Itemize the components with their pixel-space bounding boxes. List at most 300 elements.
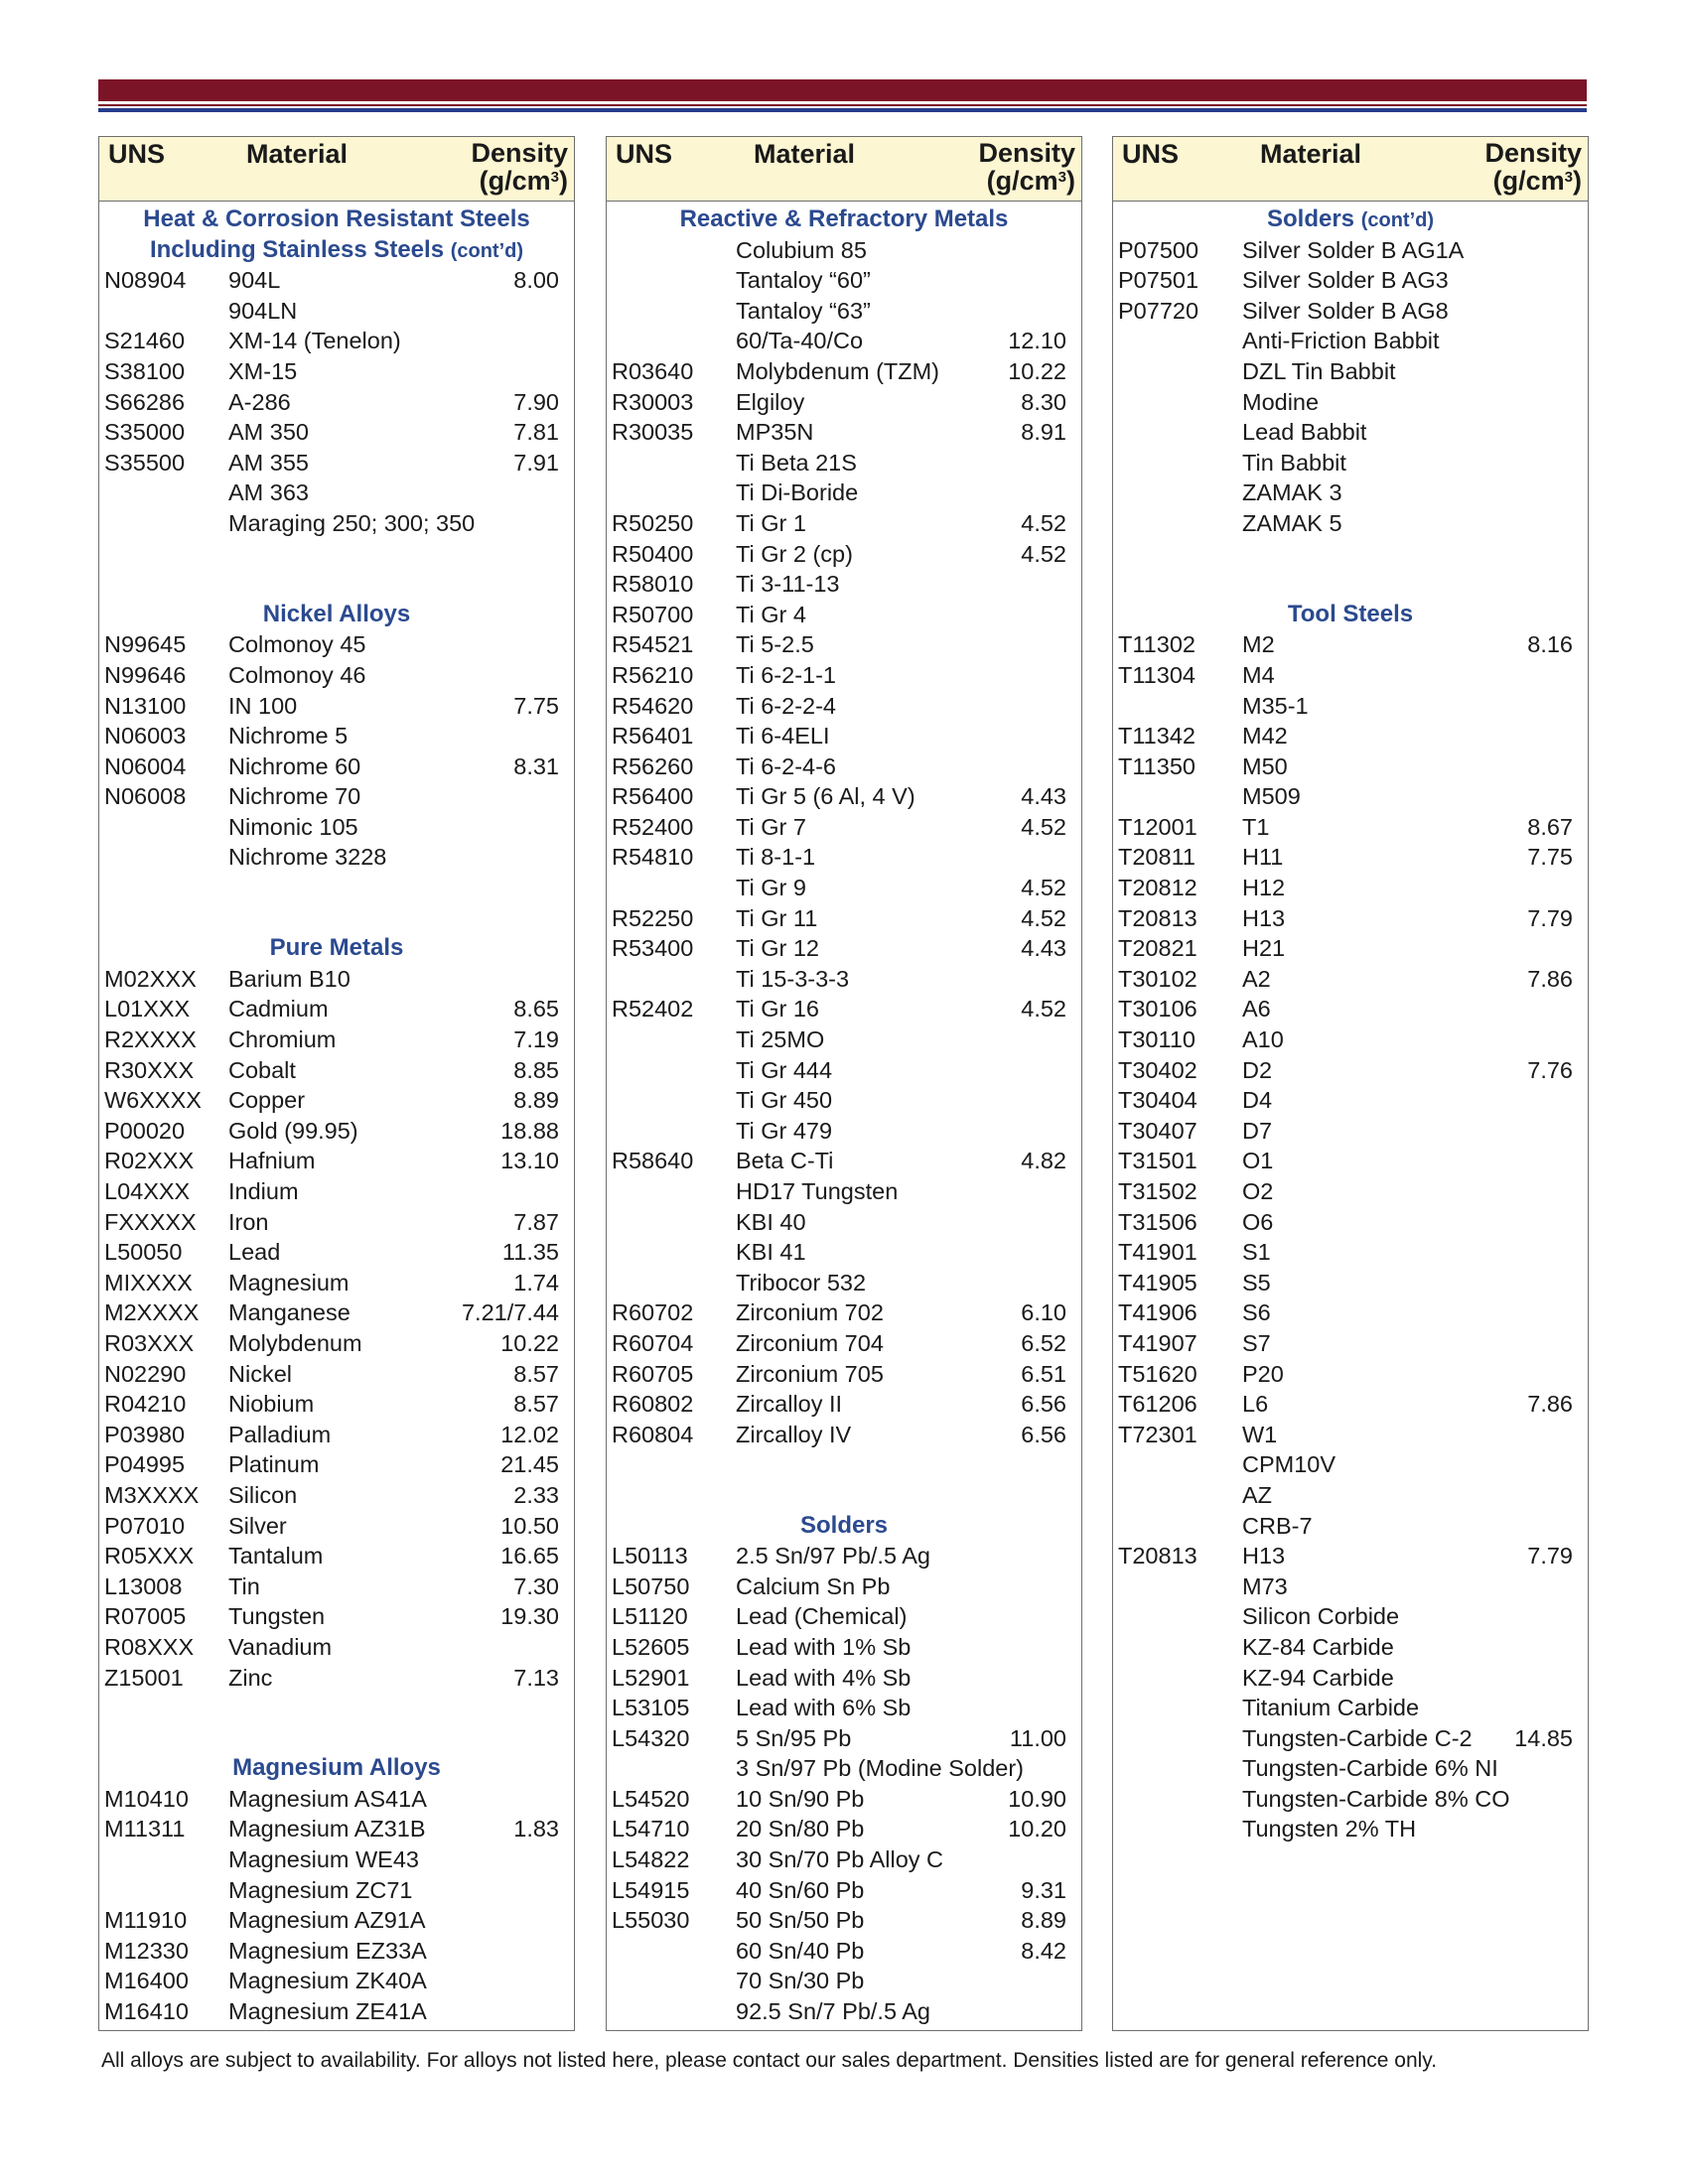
table-row: [1113, 873, 1588, 903]
uns-cell: L53105: [612, 1695, 690, 1721]
material-cell: Molybdenum: [228, 1329, 362, 1356]
table-row: [1113, 964, 1588, 995]
table-row: [99, 721, 574, 751]
material-cell: Ti Gr 11: [736, 904, 818, 931]
table-row: [1113, 1632, 1588, 1663]
table-row: [99, 1268, 574, 1298]
uns-cell: T41907: [1118, 1329, 1197, 1356]
uns-cell: R07005: [104, 1603, 187, 1630]
uns-cell: T72301: [1118, 1421, 1197, 1447]
density-cell: 8.57: [513, 1360, 559, 1387]
table-row: [1113, 1328, 1588, 1359]
material-cell: Nickel: [228, 1360, 292, 1387]
table-column-2: [606, 136, 1082, 2031]
material-cell: Zirconium 704: [736, 1329, 884, 1356]
uns-cell: T11302: [1118, 631, 1196, 658]
table-row: [99, 1055, 574, 1086]
uns-cell: R30XXX: [104, 1056, 195, 1083]
material-cell: DZL Tin Babbit: [1242, 357, 1396, 384]
uns-cell: R56401: [612, 723, 694, 750]
uns-cell: L54822: [612, 1846, 690, 1873]
spacer: [99, 903, 574, 934]
material-cell: MP35N: [736, 419, 814, 446]
uns-cell: P07500: [1118, 236, 1199, 263]
table-row: [607, 1146, 1081, 1176]
table-row: [1113, 781, 1588, 812]
table-row: [1113, 1055, 1588, 1086]
density-cell: 8.00: [513, 267, 559, 294]
table-row: [99, 751, 574, 782]
table-row: [1113, 933, 1588, 964]
material-cell: Ti 15-3-3-3: [736, 965, 850, 992]
table-row: [1113, 1480, 1588, 1511]
density-cell: 6.56: [1021, 1391, 1066, 1418]
uns-cell: R50250: [612, 509, 694, 536]
material-cell: Elgiloy: [736, 388, 805, 415]
table-row: [99, 1237, 574, 1268]
material-cell: CRB-7: [1242, 1512, 1313, 1539]
material-cell: Platinum: [228, 1451, 320, 1478]
table-row: [607, 356, 1081, 387]
material-cell: Ti Gr 4: [736, 601, 806, 627]
uns-cell: R58010: [612, 571, 694, 598]
uns-cell: R03XXX: [104, 1329, 195, 1356]
material-cell: Anti-Friction Babbit: [1242, 328, 1440, 354]
material-cell: KBI 41: [736, 1239, 806, 1266]
header-density: Density $(g/cm^3)$: [471, 138, 568, 196]
table-row: [99, 326, 574, 356]
table-row: [607, 235, 1081, 266]
table-row: [99, 1480, 574, 1511]
material-cell: Ti 6-2-2-4: [736, 692, 836, 719]
table-row: [607, 1663, 1081, 1694]
table-row: [99, 1663, 574, 1694]
uns-cell: P07010: [104, 1512, 186, 1539]
table-row: [1113, 478, 1588, 508]
uns-cell: S35500: [104, 449, 186, 476]
table-row: [607, 1207, 1081, 1238]
table-row: [99, 448, 574, 478]
uns-cell: R50700: [612, 601, 694, 627]
table-row: [99, 1176, 574, 1207]
uns-cell: R60705: [612, 1360, 694, 1387]
section-heading: [99, 933, 574, 964]
uns-cell: R56400: [612, 783, 694, 810]
density-cell: 7.90: [513, 388, 559, 415]
table-row: [607, 812, 1081, 843]
material-cell: D4: [1242, 1087, 1273, 1114]
material-cell: H13: [1242, 1543, 1286, 1570]
spacer: [607, 1449, 1081, 1480]
uns-cell: N99646: [104, 661, 187, 688]
density-cell: 7.91: [513, 449, 559, 476]
material-cell: Vanadium: [228, 1633, 333, 1660]
material-cell: 20 Sn/80 Pb: [736, 1816, 865, 1843]
table-row: [99, 356, 574, 387]
table-row: [607, 1268, 1081, 1298]
density-cell: 9.31: [1021, 1876, 1066, 1903]
material-cell: Ti Gr 2 (cp): [736, 540, 853, 567]
table-row: [1113, 1389, 1588, 1420]
material-cell: Lead Babbit: [1242, 419, 1367, 446]
table-row: [607, 448, 1081, 478]
uns-cell: M02XXX: [104, 965, 197, 992]
uns-cell: R60704: [612, 1329, 694, 1356]
uns-cell: L54915: [612, 1876, 690, 1903]
uns-cell: R30003: [612, 388, 694, 415]
material-cell: Lead with 6% Sb: [736, 1695, 912, 1721]
table-row: [1113, 1601, 1588, 1632]
uns-cell: R52400: [612, 813, 694, 840]
density-cell: 10.90: [1008, 1785, 1066, 1812]
material-cell: Magnesium WE43: [228, 1846, 419, 1873]
table-row: [1113, 994, 1588, 1024]
material-cell: H12: [1242, 875, 1286, 901]
spacer: [1113, 539, 1588, 570]
table-row: [1113, 1723, 1588, 1754]
material-cell: Tin: [228, 1572, 260, 1599]
uns-cell: R54810: [612, 844, 694, 871]
table-row: [607, 964, 1081, 995]
material-cell: S6: [1242, 1299, 1271, 1326]
material-cell: Barium B10: [228, 965, 351, 992]
table-row: [99, 417, 574, 448]
density-cell: 1.83: [513, 1816, 559, 1843]
spacer: [99, 1693, 574, 1723]
table-row: [99, 691, 574, 722]
material-cell: M73: [1242, 1572, 1288, 1599]
table-row: [99, 1784, 574, 1815]
uns-cell: R52402: [612, 996, 694, 1023]
density-cell: 7.76: [1527, 1056, 1573, 1083]
section-note: (cont’d): [1360, 209, 1434, 231]
material-cell: Ti 25MO: [736, 1026, 825, 1053]
table-row: [1113, 903, 1588, 934]
material-cell: Silicon Corbide: [1242, 1603, 1400, 1630]
density-cell: 7.81: [513, 419, 559, 446]
table-row: [607, 1237, 1081, 1268]
table-row: [1113, 1814, 1588, 1844]
table-row: [607, 1966, 1081, 1996]
table-row: [1113, 265, 1588, 296]
uns-cell: R58640: [612, 1148, 694, 1174]
table-row: [607, 569, 1081, 600]
material-cell: A6: [1242, 996, 1271, 1023]
material-cell: Palladium: [228, 1421, 332, 1447]
header-band-red: [98, 79, 1587, 101]
material-cell: Magnesium ZK40A: [228, 1968, 427, 1994]
density-cell: 12.02: [500, 1421, 559, 1447]
material-cell: Zircalloy II: [736, 1391, 843, 1418]
uns-cell: R2XXXX: [104, 1026, 197, 1053]
material-cell: Magnesium AZ31B: [228, 1816, 426, 1843]
table-row: [1113, 326, 1588, 356]
density-cell: 7.75: [513, 692, 559, 719]
uns-cell: R02XXX: [104, 1148, 195, 1174]
section-heading: [99, 235, 574, 266]
table-rows: [1113, 205, 1588, 1844]
uns-cell: P07720: [1118, 297, 1199, 324]
header-density: Density $(g/cm^3)$: [978, 138, 1075, 196]
uns-cell: W6XXXX: [104, 1087, 202, 1114]
density-cell: 19.30: [500, 1603, 559, 1630]
density-cell: 8.30: [1021, 388, 1066, 415]
material-cell: Tungsten 2% TH: [1242, 1816, 1417, 1843]
uns-cell: L50050: [104, 1239, 183, 1266]
uns-cell: M11910: [104, 1907, 188, 1934]
section-heading: [607, 1511, 1081, 1542]
uns-cell: T30404: [1118, 1087, 1197, 1114]
material-cell: Ti Gr 9: [736, 875, 806, 901]
table-row: [99, 1359, 574, 1390]
uns-cell: T20821: [1118, 935, 1197, 962]
material-cell: Ti Gr 479: [736, 1117, 833, 1144]
material-cell: Ti Gr 12: [736, 935, 820, 962]
density-cell: 11.35: [501, 1239, 559, 1266]
uns-cell: N13100: [104, 692, 187, 719]
uns-cell: L52901: [612, 1664, 690, 1691]
table-row: [99, 1601, 574, 1632]
section-title: Pure Metals: [269, 934, 404, 962]
uns-cell: M10410: [104, 1785, 189, 1812]
table-row: [99, 629, 574, 660]
section-heading: [1113, 205, 1588, 235]
material-cell: Maraging 250; 300; 350: [228, 509, 476, 536]
material-cell: Ti Gr 5 (6 Al, 4 V): [736, 783, 915, 810]
column-header: [99, 137, 574, 202]
uns-cell: T20811: [1118, 844, 1196, 871]
material-cell: Nichrome 60: [228, 752, 361, 779]
uns-cell: L54320: [612, 1724, 690, 1751]
uns-cell: R30035: [612, 419, 694, 446]
uns-cell: M12330: [104, 1937, 189, 1964]
material-cell: D2: [1242, 1056, 1273, 1083]
uns-cell: M3XXXX: [104, 1481, 200, 1508]
material-cell: 60/Ta-40/Co: [736, 328, 864, 354]
density-cell: 14.85: [1514, 1724, 1573, 1751]
table-row: [607, 508, 1081, 539]
material-cell: Silicon: [228, 1481, 298, 1508]
material-cell: S7: [1242, 1329, 1271, 1356]
material-cell: Magnesium ZC71: [228, 1876, 413, 1903]
table-row: [1113, 1511, 1588, 1542]
uns-cell: L04XXX: [104, 1178, 191, 1204]
table-row: [607, 903, 1081, 934]
density-cell: 7.87: [513, 1208, 559, 1235]
uns-cell: R60802: [612, 1391, 694, 1418]
table-row: [607, 1875, 1081, 1906]
uns-cell: L01XXX: [104, 996, 191, 1023]
table-row: [607, 1936, 1081, 1967]
density-cell: 4.82: [1021, 1148, 1066, 1174]
material-cell: Zirconium 702: [736, 1299, 884, 1326]
table-row: [607, 539, 1081, 570]
material-cell: IN 100: [228, 692, 298, 719]
table-row: [607, 933, 1081, 964]
header-material: Material: [246, 139, 349, 169]
material-cell: AZ: [1242, 1481, 1273, 1508]
material-cell: H11: [1242, 844, 1284, 871]
material-cell: Silver Solder B AG3: [1242, 267, 1449, 294]
material-cell: XM-15: [228, 357, 298, 384]
material-cell: ZAMAK 5: [1242, 509, 1342, 536]
uns-cell: T61206: [1118, 1391, 1197, 1418]
table-row: [607, 1844, 1081, 1875]
material-cell: Chromium: [228, 1026, 337, 1053]
table-row: [607, 1753, 1081, 1784]
table-row: [607, 1693, 1081, 1723]
material-cell: S1: [1242, 1239, 1271, 1266]
uns-cell: T41905: [1118, 1269, 1197, 1296]
density-cell: 4.52: [1021, 509, 1066, 536]
material-cell: A-286: [228, 388, 291, 415]
header-uns: UNS: [616, 139, 673, 169]
material-cell: Ti Gr 450: [736, 1087, 833, 1114]
material-cell: Molybdenum (TZM): [736, 357, 940, 384]
uns-cell: T41906: [1118, 1299, 1197, 1326]
uns-cell: R54620: [612, 692, 694, 719]
density-cell: 7.75: [1527, 844, 1573, 871]
material-cell: Magnesium: [228, 1269, 350, 1296]
table-row: [1113, 1268, 1588, 1298]
material-cell: Ti Gr 1: [736, 509, 806, 536]
uns-cell: R60702: [612, 1299, 694, 1326]
table-row: [1113, 1085, 1588, 1116]
uns-cell: T30402: [1118, 1056, 1197, 1083]
table-row: [607, 1085, 1081, 1116]
uns-cell: N06004: [104, 752, 187, 779]
table-row: [99, 478, 574, 508]
material-cell: Colmonoy 46: [228, 661, 366, 688]
material-cell: Indium: [228, 1178, 299, 1204]
uns-cell: N06008: [104, 783, 187, 810]
material-cell: Silver Solder B AG1A: [1242, 236, 1465, 263]
material-cell: M50: [1242, 752, 1288, 779]
uns-cell: L54520: [612, 1785, 690, 1812]
uns-cell: N06003: [104, 723, 187, 750]
table-row: [1113, 1753, 1588, 1784]
table-row: [99, 508, 574, 539]
uns-cell: P07501: [1118, 267, 1199, 294]
table-row: [1113, 508, 1588, 539]
table-row: [99, 1389, 574, 1420]
density-cell: 8.31: [513, 752, 559, 779]
density-cell: 8.89: [513, 1087, 559, 1114]
uns-cell: L54710: [612, 1816, 690, 1843]
table-row: [607, 387, 1081, 418]
uns-cell: R03640: [612, 357, 694, 384]
material-cell: Silver: [228, 1512, 287, 1539]
density-cell: 11.00: [1009, 1724, 1066, 1751]
table-row: [99, 1146, 574, 1176]
table-row: [607, 1996, 1081, 2027]
uns-cell: T30102: [1118, 965, 1197, 992]
table-row: [99, 387, 574, 418]
density-cell: 7.13: [513, 1664, 559, 1691]
uns-cell: R60804: [612, 1421, 694, 1447]
table-row: [1113, 356, 1588, 387]
density-cell: 8.42: [1021, 1937, 1066, 1964]
table-row: [607, 842, 1081, 873]
uns-cell: M11311: [104, 1816, 186, 1843]
table-row: [1113, 751, 1588, 782]
density-cell: 6.51: [1021, 1360, 1066, 1387]
density-cell: 1.74: [513, 1269, 559, 1296]
material-cell: 30 Sn/70 Pb Alloy C: [736, 1846, 944, 1873]
material-cell: M42: [1242, 723, 1288, 750]
table-row: [1113, 1024, 1588, 1055]
density-cell: 8.67: [1527, 813, 1573, 840]
table-row: [1113, 296, 1588, 327]
material-cell: KZ-84 Carbide: [1242, 1633, 1394, 1660]
density-cell: 4.43: [1021, 935, 1066, 962]
uns-cell: N02290: [104, 1360, 187, 1387]
material-cell: Nichrome 3228: [228, 844, 387, 871]
material-cell: L6: [1242, 1391, 1269, 1418]
density-cell: 4.52: [1021, 813, 1066, 840]
density-cell: 12.10: [1008, 328, 1066, 354]
uns-cell: T11350: [1118, 752, 1196, 779]
uns-cell: T20812: [1118, 875, 1197, 901]
density-cell: 8.16: [1527, 631, 1573, 658]
material-cell: 70 Sn/30 Pb: [736, 1968, 865, 1994]
uns-cell: T11304: [1118, 661, 1196, 688]
table-row: [607, 1389, 1081, 1420]
density-cell: 6.56: [1021, 1421, 1066, 1447]
uns-cell: Z15001: [104, 1664, 184, 1691]
spacer: [99, 539, 574, 570]
density-cell: 4.52: [1021, 904, 1066, 931]
material-cell: Tungsten-Carbide 6% NI: [1242, 1755, 1498, 1782]
uns-cell: T51620: [1118, 1360, 1197, 1387]
material-cell: 10 Sn/90 Pb: [736, 1785, 865, 1812]
material-cell: T1: [1242, 813, 1270, 840]
density-cell: 8.57: [513, 1391, 559, 1418]
section-title: Magnesium Alloys: [232, 1754, 441, 1782]
uns-cell: L13008: [104, 1572, 183, 1599]
density-cell: 7.79: [1527, 904, 1573, 931]
material-cell: CPM10V: [1242, 1451, 1336, 1478]
material-cell: XM-14 (Tenelon): [228, 328, 401, 354]
table-row: [99, 964, 574, 995]
uns-cell: R52250: [612, 904, 694, 931]
table-row: [1113, 1116, 1588, 1147]
uns-cell: M16410: [104, 1998, 189, 2025]
table-row: [607, 1571, 1081, 1602]
uns-cell: R54521: [612, 631, 694, 658]
table-row: [1113, 1359, 1588, 1390]
table-row: [99, 1420, 574, 1450]
table-row: [607, 326, 1081, 356]
material-cell: Hafnium: [228, 1148, 316, 1174]
material-cell: 904L: [228, 267, 281, 294]
section-title: Tool Steels: [1287, 600, 1414, 627]
material-cell: Titanium Carbide: [1242, 1695, 1420, 1721]
density-cell: 7.30: [513, 1572, 559, 1599]
table-row: [99, 1632, 574, 1663]
uns-cell: R08XXX: [104, 1633, 195, 1660]
footer-disclaimer: All alloys are subject to availability. For alloys not listed here, please contact our sales department. Densities listed are for general reference only.: [101, 2049, 1438, 2072]
material-cell: Lead with 1% Sb: [736, 1633, 912, 1660]
header-band-thin: [98, 104, 1587, 106]
uns-cell: L52605: [612, 1633, 690, 1660]
material-cell: Nichrome 70: [228, 783, 361, 810]
material-cell: Ti 3-11-13: [736, 571, 840, 598]
table-row: [99, 1875, 574, 1906]
density-cell: 7.19: [513, 1026, 559, 1053]
table-row: [99, 1571, 574, 1602]
table-row: [607, 417, 1081, 448]
